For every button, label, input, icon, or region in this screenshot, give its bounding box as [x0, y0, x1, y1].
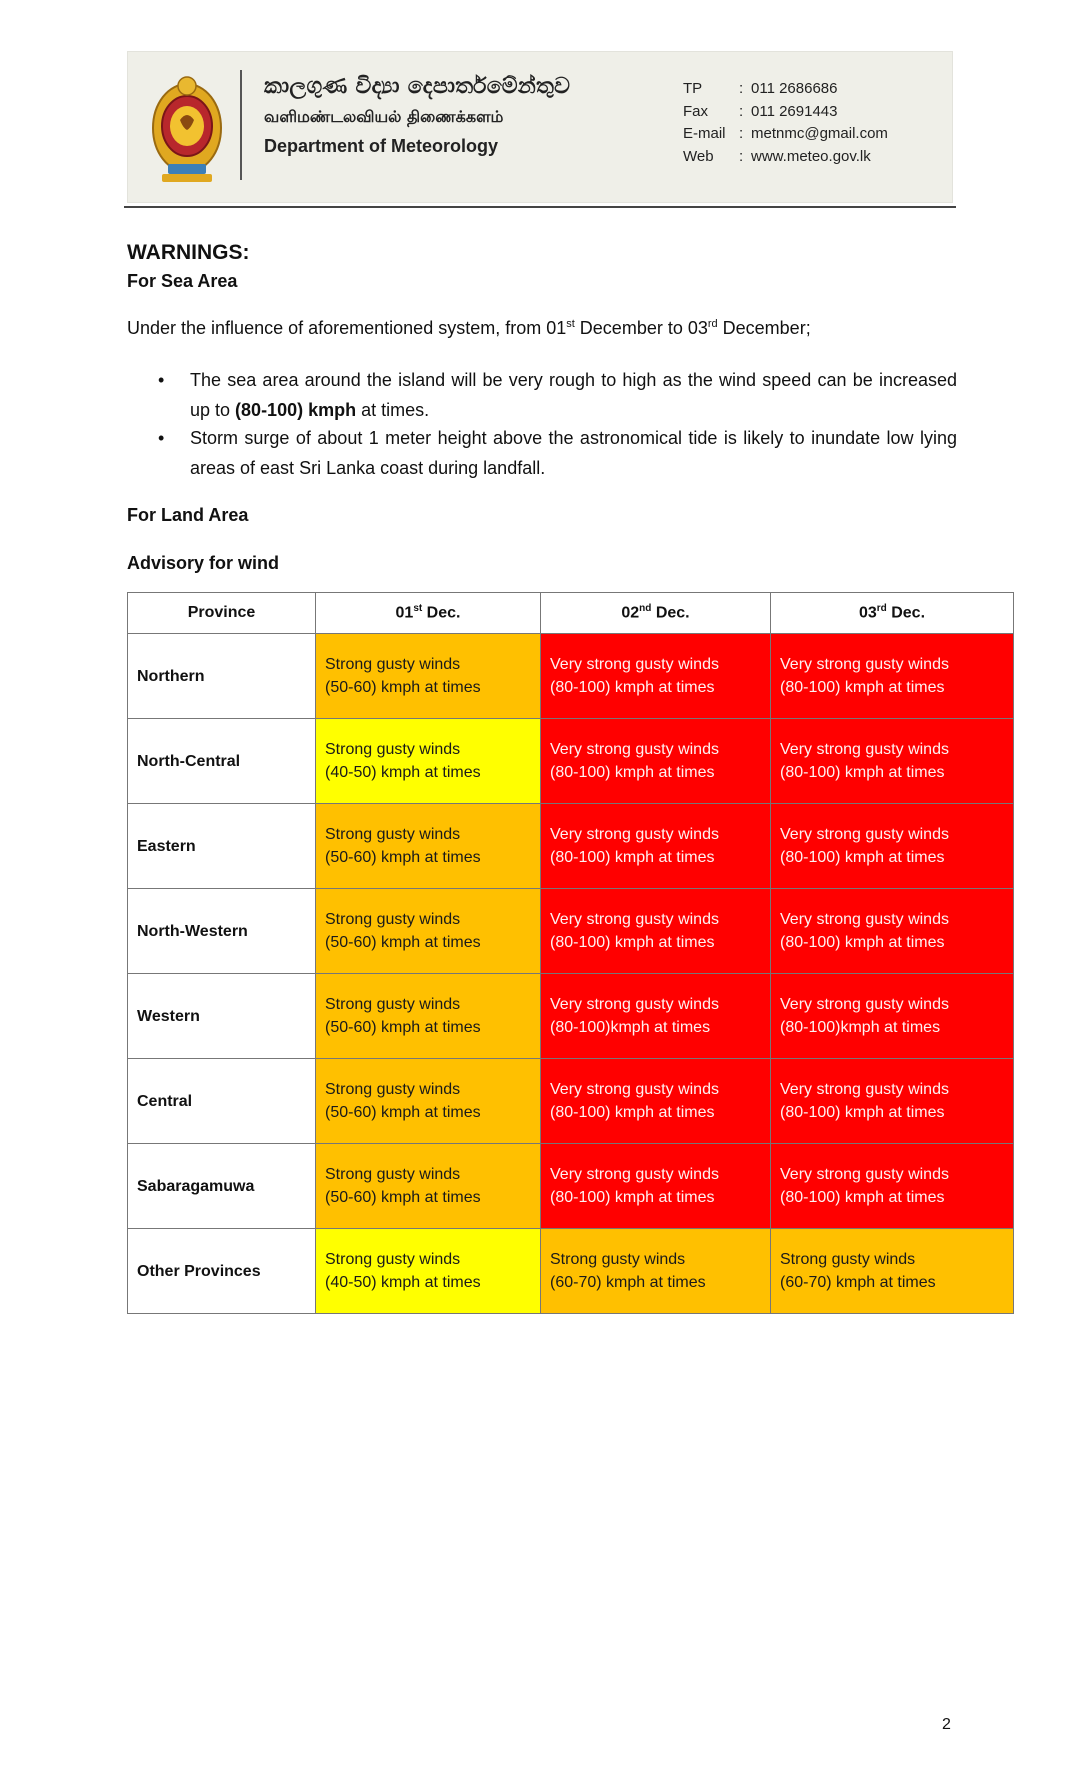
advisory-level: Strong gusty winds — [325, 741, 461, 758]
advisory-cell — [316, 889, 541, 974]
province-cell: North-Central — [128, 719, 316, 804]
province-cell: Sabaragamuwa — [128, 1144, 316, 1229]
advisory-cell — [771, 719, 1014, 804]
contact-block — [683, 78, 888, 168]
contact-email[interactable]: metnmc@gmail.com — [751, 125, 888, 142]
advisory-level: Very strong gusty winds — [780, 741, 949, 758]
advisory-cell — [771, 889, 1014, 974]
advisory-level: Very strong gusty winds — [550, 1081, 719, 1098]
advisory-level: Very strong gusty winds — [780, 656, 949, 673]
advisory-speed: (50-60) kmph at times — [325, 934, 481, 951]
advisory-speed: (80-100) kmph at times — [550, 934, 715, 951]
advisory-cell — [316, 1059, 541, 1144]
table-row — [128, 804, 1014, 889]
sinhala-name: කාලගුණ විද්‍යා දෙපාර්තමේන්තුව — [264, 74, 571, 99]
contact-row: E-mail : metnmc@gmail.com — [683, 123, 888, 146]
department-names — [264, 74, 570, 157]
advisory-cell — [541, 804, 771, 889]
advisory-level: Very strong gusty winds — [780, 996, 949, 1013]
advisory-level: Very strong gusty winds — [780, 1166, 949, 1183]
table-row — [128, 1059, 1014, 1144]
advisory-level: Strong gusty winds — [550, 1251, 686, 1268]
table-row — [128, 889, 1014, 974]
header-province: Province — [128, 593, 316, 634]
table-row — [128, 1229, 1014, 1314]
advisory-level: Very strong gusty winds — [550, 826, 719, 843]
land-area-heading: For Land Area — [127, 505, 249, 525]
tamil-name: வளிமண்டலவியல் திணைக்களம் — [264, 107, 504, 126]
advisory-level: Strong gusty winds — [325, 996, 461, 1013]
advisory-speed: (80-100) kmph at times — [550, 1189, 715, 1206]
advisory-speed: (60-70) kmph at times — [780, 1274, 936, 1291]
advisory-cell — [316, 1229, 541, 1314]
contact-row: Fax : 011 2691443 — [683, 101, 888, 124]
advisory-speed: (40-50) kmph at times — [325, 764, 481, 781]
letterhead — [127, 51, 953, 203]
advisory-cell — [771, 1059, 1014, 1144]
advisory-cell — [316, 634, 541, 719]
advisory-cell — [541, 974, 771, 1059]
advisory-level: Very strong gusty winds — [780, 911, 949, 928]
advisory-cell — [316, 1144, 541, 1229]
advisory-cell — [771, 974, 1014, 1059]
advisory-level: Strong gusty winds — [325, 826, 461, 843]
advisory-level: Strong gusty winds — [780, 1251, 916, 1268]
advisory-level: Strong gusty winds — [325, 1166, 461, 1183]
advisory-speed: (80-100) kmph at times — [780, 1104, 945, 1121]
advisory-cell — [541, 889, 771, 974]
advisory-level: Strong gusty winds — [325, 656, 461, 673]
advisory-cell — [541, 1144, 771, 1229]
contact-label: TP — [683, 80, 703, 97]
advisory-cell — [771, 1229, 1014, 1314]
contact-label: E-mail — [683, 125, 726, 142]
advisory-cell — [541, 719, 771, 804]
list-item: • Storm surge of about 1 meter height above the astronomical tide is likely to inundate low lying areas of east Sri Lanka coast during landfall. — [127, 423, 957, 483]
list-item: • The sea area around the island will be very rough to high as the wind speed can be increased up to (80-100) kmph at times. — [127, 365, 957, 425]
advisory-cell — [771, 1144, 1014, 1229]
province-cell: Western — [128, 974, 316, 1059]
advisory-level: Very strong gusty winds — [780, 826, 949, 843]
contact-label: Web — [683, 147, 714, 165]
advisory-level: Strong gusty winds — [325, 911, 461, 928]
advisory-speed: (50-60) kmph at times — [325, 1104, 481, 1121]
advisory-speed: (40-50) kmph at times — [325, 1274, 481, 1291]
advisory-speed: (50-60) kmph at times — [325, 1189, 481, 1206]
advisory-speed: (80-100) kmph at times — [550, 679, 715, 696]
header-day-2: 02nd Dec. — [541, 593, 771, 634]
table-row — [128, 1144, 1014, 1229]
advisory-speed: (80-100) kmph at times — [550, 764, 715, 781]
advisory-cell — [541, 634, 771, 719]
header-day-1: 01st Dec. — [316, 593, 541, 634]
wind-advisory-table — [127, 592, 1014, 1314]
header-divider — [240, 70, 242, 180]
sea-area-heading: For Sea Area — [127, 271, 238, 291]
advisory-cell — [541, 1229, 771, 1314]
province-cell: Other Provinces — [128, 1229, 316, 1314]
advisory-speed: (80-100) kmph at times — [780, 934, 945, 951]
advisory-level: Strong gusty winds — [325, 1081, 461, 1098]
table-row — [128, 634, 1014, 719]
advisory-speed: (80-100) kmph at times — [780, 849, 945, 866]
advisory-level: Very strong gusty winds — [550, 656, 719, 673]
advisory-speed: (50-60) kmph at times — [325, 1019, 481, 1036]
table-row — [128, 719, 1014, 804]
advisory-cell — [771, 804, 1014, 889]
advisory-cell — [316, 719, 541, 804]
bullet-icon: • — [158, 370, 165, 390]
advisory-level: Very strong gusty winds — [780, 1081, 949, 1098]
contact-label: Fax — [683, 102, 709, 120]
advisory-level: Strong gusty winds — [325, 1251, 461, 1268]
bullet-icon: • — [158, 428, 165, 448]
province-cell: Northern — [128, 634, 316, 719]
header-day-3: 03rd Dec. — [771, 593, 1014, 634]
advisory-speed: (80-100)kmph at times — [550, 1019, 711, 1036]
province-cell: Eastern — [128, 804, 316, 889]
advisory-speed: (60-70) kmph at times — [550, 1274, 706, 1291]
advisory-speed: (80-100) kmph at times — [780, 1189, 945, 1206]
advisory-speed: (50-60) kmph at times — [325, 679, 481, 696]
advisory-level: Very strong gusty winds — [550, 911, 719, 928]
table-row — [128, 974, 1014, 1059]
advisory-cell — [316, 974, 541, 1059]
header-rule — [124, 206, 956, 208]
advisory-level: Very strong gusty winds — [550, 741, 719, 758]
advisory-speed: (80-100)kmph at times — [780, 1019, 941, 1036]
advisory-cell — [771, 634, 1014, 719]
advisory-speed: (80-100) kmph at times — [780, 679, 945, 696]
advisory-speed: (80-100) kmph at times — [780, 764, 945, 781]
advisory-speed: (80-100) kmph at times — [550, 1104, 715, 1121]
advisory-heading: Advisory for wind — [127, 553, 280, 573]
advisory-cell — [316, 804, 541, 889]
warnings-title: WARNINGS: — [127, 241, 250, 264]
contact-website[interactable]: www.meteo.gov.lk — [751, 147, 871, 165]
advisory-cell — [541, 1059, 771, 1144]
contact-value: 011 2686686 — [751, 80, 838, 97]
advisory-level: Very strong gusty winds — [550, 996, 719, 1013]
sri-lanka-emblem-icon — [150, 70, 225, 185]
table-header-row — [128, 593, 1014, 634]
province-cell: Central — [128, 1059, 316, 1144]
advisory-speed: (80-100) kmph at times — [550, 849, 715, 866]
contact-row: Web : www.meteo.gov.lk — [683, 146, 888, 169]
advisory-speed: (50-60) kmph at times — [325, 849, 481, 866]
contact-value: 011 2691443 — [751, 102, 838, 120]
sea-warning-list — [127, 365, 957, 483]
english-name: Department of Meteorology — [264, 136, 499, 156]
province-cell: North-Western — [128, 889, 316, 974]
page-number: 2 — [942, 1716, 951, 1733]
contact-row: TP : 011 2686686 — [683, 78, 888, 101]
advisory-level: Very strong gusty winds — [550, 1166, 719, 1183]
intro-paragraph: Under the influence of aforementioned system, from 01st December to 03rd December; — [127, 318, 811, 338]
